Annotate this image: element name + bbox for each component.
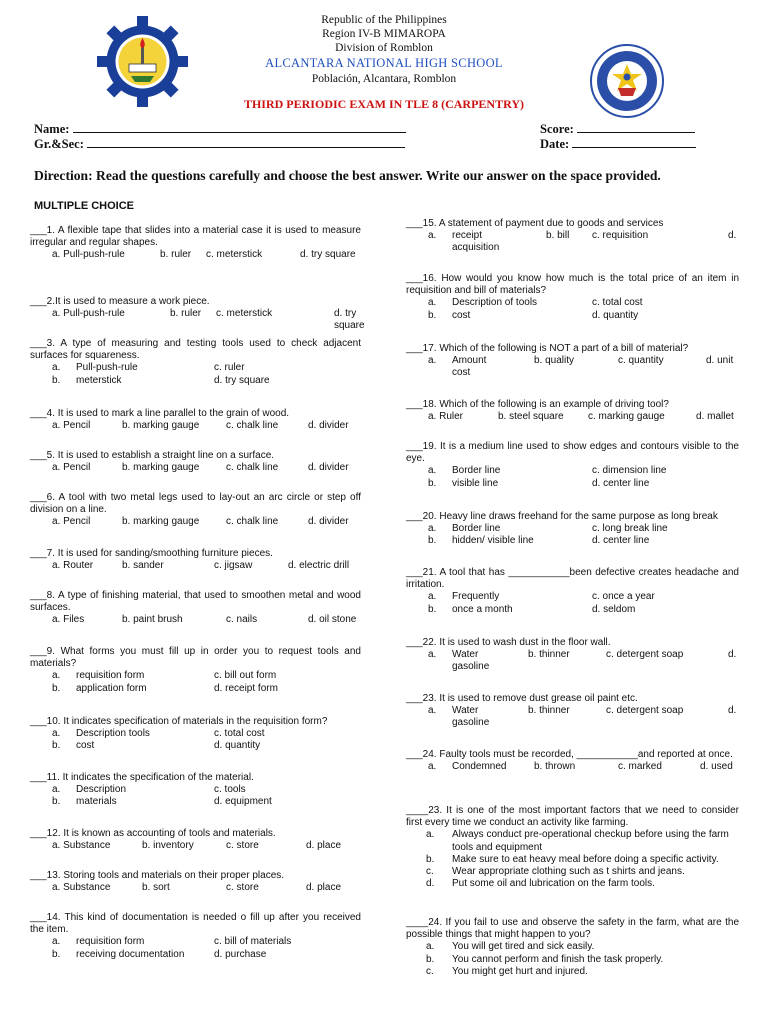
question-text: ___22. It is used to wash dust in the floor wall. [406,637,611,648]
option-a: Description tools [76,728,150,740]
option-d-continued: cost [452,367,471,379]
question-text: ___18. Which of the following is an example of driving tool? [406,399,669,410]
option-c: c. marked [618,761,662,773]
option-a-letter: a. [52,362,61,374]
option-d: d. oil stone [308,614,357,626]
option-b: b. paint brush [122,614,183,626]
question-text: ___23. It is used to remove dust grease oil paint etc. [406,693,638,704]
question-6 [30,492,361,529]
question-text: ___1. A flexible tape that slides into a material case it is used to measure irregular and regular shapes. [30,225,361,249]
header-school-name: ALCANTARA NATIONAL HIGH SCHOOL [265,56,503,70]
option-a-letter: a. [428,355,437,367]
name-label: Name: [34,122,70,136]
option-b: b. inventory [142,840,194,852]
option-a: a. Files [52,614,85,626]
option-c: c. bill out form [214,670,277,682]
option-b: b. marking gauge [122,420,200,432]
option-b-letter: b. [52,740,61,752]
option-b: You cannot perform and finish the task properly. [452,953,664,965]
question-16 [406,273,739,322]
option-c: c. total cost [592,297,643,309]
question-12 [30,828,361,852]
option-b: hidden/ visible line [452,535,534,547]
question-text: ___10. It indicates specification of materials in the requisition form? [30,716,328,727]
option-a: a. Pencil [52,462,91,474]
option-b-letter: b. [52,948,61,960]
option-d: d. equipment [214,796,272,808]
question-text: ___21. A tool that has ___________been defective creates headache and irritation. [406,567,739,591]
option-a: Border line [452,523,501,535]
option-d: d. quantity [214,740,261,752]
date-label: Date: [540,137,570,151]
section-label: Gr.&Sec: [34,137,84,151]
option-a: Pull-push-rule [76,362,138,374]
option-b: b. thinner [528,705,570,717]
option-a-letter: a. [428,649,437,661]
option-b: Make sure to eat heavy meal before doing a specific activity. [452,853,719,865]
question-17 [406,343,739,380]
option-d: d. try square [214,374,270,386]
option-d-letter: d. [728,649,737,661]
option-c: c. chalk line [226,516,279,528]
question-10 [30,716,361,753]
option-d: d. mallet [696,411,734,423]
option-a-letter: a. [52,936,61,948]
option-d: d. divider [308,516,349,528]
section-line [87,137,405,148]
option-a: a. Substance [52,840,111,852]
question-text: ___16. How would you know how much is the total price of an item in requisition and bill of materials? [406,273,739,297]
option-b-letter: b. [428,603,437,615]
option-c: c. requisition [592,230,649,242]
option-d: d. divider [308,462,349,474]
option-c: c. meterstick [216,308,273,320]
option-b: b. steel square [498,411,564,423]
option-b-letter: b. [426,853,435,865]
option-b: b. quality [534,355,575,367]
option-b-letter: b. [428,477,437,489]
question-text: ___13. Storing tools and materials on their proper places. [30,870,285,881]
option-b-letter: b. [428,309,437,321]
directions-text: Direction: Read the questions carefully and choose the best answer. Write our answer on the space provided. [34,168,661,183]
question-19 [406,441,739,490]
option-a: requisition form [76,936,145,948]
option-c: c. detergent soap [606,649,684,661]
score-label: Score: [540,122,574,136]
option-c: c. meterstick [206,249,263,261]
question-text: ___14. This kind of documentation is needed o fill up after you received the item. [30,912,361,936]
question-text: ___11. It indicates the specification of the material. [30,772,254,783]
option-c: c. once a year [592,591,655,603]
question-4 [30,408,361,432]
question-text: ___7. It is used for sanding/smoothing furniture pieces. [30,548,273,559]
option-d: d. center line [592,477,650,489]
question-18 [406,399,739,423]
option-b-letter: b. [428,535,437,547]
question-text: ___8. A type of finishing material, that used to smoothen metal and wood surfaces. [30,590,361,614]
question-text: ___20. Heavy line draws freehand for the same purpose as long break [406,511,718,522]
option-c: c. bill of materials [214,936,292,948]
option-a: a. Router [52,560,94,572]
question-2 [30,296,365,332]
option-a: a. Substance [52,882,111,894]
section-title: MULTIPLE CHOICE [34,200,135,212]
option-b: b. thrown [534,761,576,773]
option-c-letter: c. [426,866,434,878]
option-b: b. sort [142,882,170,894]
question-1 [30,225,361,262]
question-8 [30,590,361,627]
option-d: d. electric drill [288,560,350,572]
option-b: b. marking gauge [122,516,200,528]
question-14 [30,912,361,961]
option-c: You might get hurt and injured. [452,965,588,977]
option-c: c. marking gauge [588,411,665,423]
option-a: requisition form [76,670,145,682]
question-text: ___9. What forms you must fill up in order you to request tools and materials? [30,646,361,670]
option-a-letter: a. [52,784,61,796]
option-b: receiving documentation [76,948,185,960]
option-d-letter: d. [728,705,737,717]
option-c: c. quantity [618,355,664,367]
option-a-letter: a. [428,761,437,773]
option-d-letter: d. [426,878,435,890]
option-b: b. ruler [160,249,192,261]
option-c: Wear appropriate clothing such as t shirts and jeans. [452,866,685,878]
option-d: gasoline [452,661,490,673]
option-a: Amount [452,355,487,367]
option-b: materials [76,796,117,808]
score-field[interactable] [540,122,695,137]
option-b: b. marking gauge [122,462,200,474]
option-a-letter: a. [52,670,61,682]
question-text: ___12. It is known as accounting of tools and materials. [30,828,276,839]
question-22 [406,637,739,674]
option-b: b. thinner [528,649,570,661]
option-d: d. unit [706,355,734,367]
option-d: d. seldom [592,603,636,615]
option-d-letter: d. [728,230,737,242]
option-a: Description of tools [452,297,538,309]
option-b: cost [452,309,471,321]
option-a-letter: a. [52,728,61,740]
header-country: Republic of the Philippines [321,14,447,26]
option-d: d. divider [308,420,349,432]
option-b: cost [76,740,95,752]
question-text: ____23. It is one of the most important factors that we need to consider first every time we conduct an activity like farming. [406,805,739,829]
option-a: a. Pull-push-rule [52,308,125,320]
option-b-letter: b. [52,796,61,808]
option-c: c. ruler [214,362,245,374]
question-3 [30,338,361,387]
option-a-letter: a. [428,705,437,717]
option-d: acquisition [452,242,500,254]
score-line [577,122,695,133]
option-b: once a month [452,603,513,615]
option-b-letter: b. [52,374,61,386]
question-text: ___3. A type of measuring and testing tools used to check adjacent surfaces for squareness. [30,338,361,362]
option-d: d. purchase [214,948,267,960]
option-c: c. tools [214,784,246,796]
question-text: ___4. It is used to mark a line parallel to the grain of wood. [30,408,290,419]
option-c-letter: c. [426,965,434,977]
option-d: d. quantity [592,309,639,321]
question-7 [30,548,361,572]
option-d: d. receipt form [214,682,278,694]
question-text: ____24. If you fail to use and observe the safety in the farm, what are the possible things that might happen to you? [406,917,739,941]
question-11 [30,772,361,809]
option-b-letter: b. [426,953,435,965]
question-13 [30,870,361,894]
option-a: Condemned [452,761,507,773]
question-24 [406,749,739,773]
option-d: d. place [306,840,342,852]
option-a: a. Ruler [428,411,464,423]
option-a: receipt [452,230,483,242]
option-a: Frequently [452,591,500,603]
question-25 [406,805,739,890]
option-b: b. bill [546,230,570,242]
option-a: Description [76,784,127,796]
question-9 [30,646,361,695]
option-c: c. jigsaw [214,560,253,572]
option-b: application form [76,682,147,694]
option-a: a. Pull-push-rule [52,249,125,261]
header-division: Division of Romblon [335,42,433,54]
question-text: ___2.It is used to measure a work piece. [30,296,210,307]
option-a-letter: a. [428,230,437,242]
option-c: c. chalk line [226,462,279,474]
question-text: ___15. A statement of payment due to goods and services [406,218,664,229]
option-c: c. dimension line [592,465,667,477]
date-line [572,137,696,148]
question-15 [406,218,739,255]
question-text: ___19. It is a medium line used to show edges and contours visible to the eye. [406,441,739,465]
option-c: c. store [226,882,259,894]
option-b: visible line [452,477,499,489]
option-a-letter: a. [428,465,437,477]
option-c: c. total cost [214,728,265,740]
option-a-letter: a. [426,829,435,841]
option-d: d. place [306,882,342,894]
option-b: b. ruler [170,308,202,320]
exam-title: THIRD PERIODIC EXAM IN TLE 8 (CARPENTRY) [243,97,525,111]
option-d: d. try square [334,308,365,332]
question-23 [406,693,739,730]
option-c: c. nails [226,614,258,626]
option-c: c. long break line [592,523,668,535]
question-text: ___17. Which of the following is NOT a part of a bill of material? [406,343,689,354]
question-20 [406,511,739,548]
question-text: ___24. Faulty tools must be recorded, ___________and reported at once. [406,749,733,760]
option-d: gasoline [452,717,490,729]
option-a-letter: a. [428,591,437,603]
option-b: b. sander [122,560,164,572]
option-d: d. center line [592,535,650,547]
name-line [73,122,406,133]
option-d: Put some oil and lubrication on the farm tools. [452,878,655,890]
question-21 [406,567,739,616]
option-b: meterstick [76,374,122,386]
option-c: c. store [226,840,259,852]
option-a-letter: a. [428,523,437,535]
header-region: Region IV-B MIMAROPA [322,28,446,40]
option-c: c. detergent soap [606,705,684,717]
option-c: c. chalk line [226,420,279,432]
date-field[interactable] [540,137,696,152]
option-a: Water [452,649,479,661]
question-26 [406,917,739,978]
option-b-letter: b. [52,682,61,694]
option-a: Border line [452,465,501,477]
option-a: You will get tired and sick easily. [452,941,595,953]
question-text: ___6. A tool with two metal legs used to lay-out an arc circle or step off division on a line. [30,492,361,516]
header-address: Población, Alcantara, Romblon [311,73,457,85]
section-field[interactable] [34,137,405,152]
option-a-letter: a. [426,941,435,953]
option-a: Always conduct pre-operational checkup before using the farm tools and equipment [452,829,729,853]
option-a: a. Pencil [52,516,91,528]
question-text: ___5. It is used to establish a straight line on a surface. [30,450,275,461]
option-a: a. Pencil [52,420,91,432]
option-a-letter: a. [428,297,437,309]
option-d: d. used [700,761,733,773]
question-5 [30,450,361,474]
name-field[interactable] [34,122,406,137]
option-a: Water [452,705,479,717]
option-d: d. try square [300,249,356,261]
